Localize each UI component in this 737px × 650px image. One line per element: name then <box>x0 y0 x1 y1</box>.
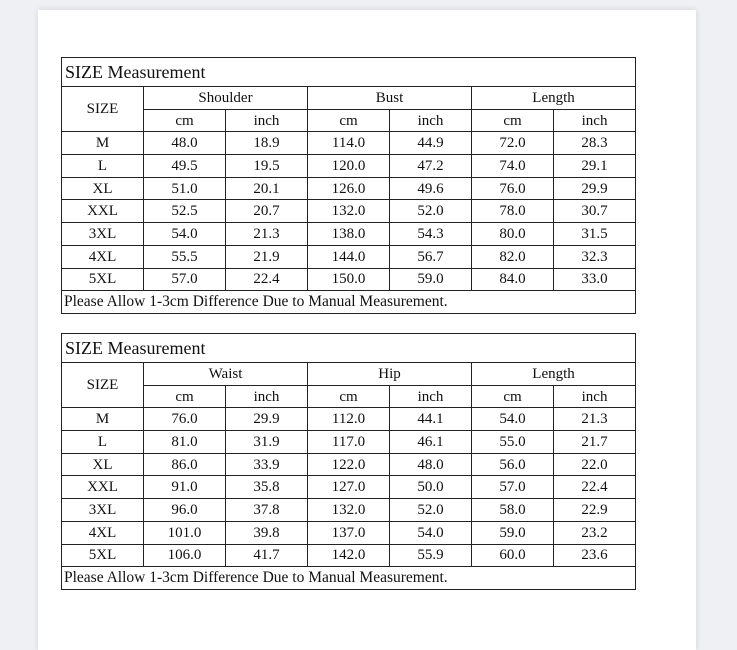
measurement-cell: 117.0 <box>308 431 390 454</box>
measurement-cell: 21.3 <box>226 223 308 246</box>
unit-header: cm <box>308 109 390 132</box>
measurement-cell: 47.2 <box>390 155 472 178</box>
measurement-cell: 20.7 <box>226 200 308 223</box>
measurement-cell: 56.0 <box>472 453 554 476</box>
table-row <box>62 245 636 268</box>
measurement-group-header: Length <box>472 87 636 110</box>
unit-header: cm <box>472 109 554 132</box>
size-label-cell: 5XL <box>62 544 144 567</box>
measurement-cell: 44.9 <box>390 132 472 155</box>
measurement-cell: 21.9 <box>226 245 308 268</box>
measurement-cell: 120.0 <box>308 155 390 178</box>
table-row <box>62 544 636 567</box>
measurement-cell: 76.0 <box>472 177 554 200</box>
title-row <box>62 58 636 87</box>
size-column-header: SIZE <box>62 87 144 132</box>
measurement-cell: 60.0 <box>472 544 554 567</box>
measurement-note: Please Allow 1-3cm Difference Due to Manual Measurement. <box>62 291 636 314</box>
unit-header: inch <box>390 109 472 132</box>
measurement-cell: 55.9 <box>390 544 472 567</box>
measurement-cell: 22.9 <box>554 499 636 522</box>
unit-header: cm <box>472 385 554 408</box>
title-row <box>62 334 636 363</box>
measurement-cell: 33.9 <box>226 453 308 476</box>
measurement-cell: 23.6 <box>554 544 636 567</box>
measurement-cell: 37.8 <box>226 499 308 522</box>
measurement-cell: 114.0 <box>308 132 390 155</box>
measurement-cell: 20.1 <box>226 177 308 200</box>
measurement-cell: 54.0 <box>390 521 472 544</box>
unit-header: cm <box>308 385 390 408</box>
measurement-cell: 29.9 <box>554 177 636 200</box>
measurement-cell: 106.0 <box>144 544 226 567</box>
unit-header: inch <box>226 385 308 408</box>
measurement-cell: 28.3 <box>554 132 636 155</box>
measurement-cell: 50.0 <box>390 476 472 499</box>
size-label-cell: M <box>62 132 144 155</box>
table-row <box>62 155 636 178</box>
table-title: SIZE Measurement <box>62 334 636 363</box>
size-label-cell: XXL <box>62 200 144 223</box>
note-row <box>62 291 636 314</box>
size-label-cell: XL <box>62 177 144 200</box>
measurement-cell: 80.0 <box>472 223 554 246</box>
measurement-cell: 138.0 <box>308 223 390 246</box>
measurement-cell: 51.0 <box>144 177 226 200</box>
measurement-cell: 33.0 <box>554 268 636 291</box>
table-row <box>62 223 636 246</box>
measurement-group-header: Hip <box>308 363 472 386</box>
size-column-header: SIZE <box>62 363 144 408</box>
size-label-cell: L <box>62 431 144 454</box>
size-table-bottom <box>61 333 636 590</box>
unit-header-row <box>62 109 636 132</box>
table-row <box>62 453 636 476</box>
measurement-cell: 57.0 <box>472 476 554 499</box>
size-label-cell: 4XL <box>62 245 144 268</box>
measurement-group-header: Bust <box>308 87 472 110</box>
measurement-group-header: Waist <box>144 363 308 386</box>
measurement-cell: 58.0 <box>472 499 554 522</box>
table-title: SIZE Measurement <box>62 58 636 87</box>
measurement-cell: 76.0 <box>144 408 226 431</box>
measurement-cell: 59.0 <box>390 268 472 291</box>
size-label-cell: L <box>62 155 144 178</box>
measurement-cell: 22.4 <box>226 268 308 291</box>
measurement-cell: 21.3 <box>554 408 636 431</box>
note-row <box>62 567 636 590</box>
measurement-group-header: Shoulder <box>144 87 308 110</box>
table-row <box>62 200 636 223</box>
measurement-cell: 101.0 <box>144 521 226 544</box>
measurement-group-header: Length <box>472 363 636 386</box>
size-label-cell: XXL <box>62 476 144 499</box>
measurement-cell: 127.0 <box>308 476 390 499</box>
unit-header: inch <box>390 385 472 408</box>
measurement-cell: 126.0 <box>308 177 390 200</box>
unit-header-row <box>62 385 636 408</box>
measurement-cell: 78.0 <box>472 200 554 223</box>
measurement-cell: 74.0 <box>472 155 554 178</box>
unit-header: cm <box>144 385 226 408</box>
measurement-cell: 35.8 <box>226 476 308 499</box>
size-label-cell: XL <box>62 453 144 476</box>
measurement-cell: 54.3 <box>390 223 472 246</box>
measurement-cell: 23.2 <box>554 521 636 544</box>
measurement-cell: 22.0 <box>554 453 636 476</box>
measurement-cell: 132.0 <box>308 499 390 522</box>
measurement-cell: 55.5 <box>144 245 226 268</box>
table-row <box>62 132 636 155</box>
measurement-note: Please Allow 1-3cm Difference Due to Manual Measurement. <box>62 567 636 590</box>
measurement-cell: 122.0 <box>308 453 390 476</box>
table-row <box>62 521 636 544</box>
table-row <box>62 268 636 291</box>
size-label-cell: 3XL <box>62 223 144 246</box>
measurement-cell: 46.1 <box>390 431 472 454</box>
measurement-cell: 52.5 <box>144 200 226 223</box>
unit-header: inch <box>554 385 636 408</box>
measurement-cell: 29.1 <box>554 155 636 178</box>
measurement-cell: 72.0 <box>472 132 554 155</box>
group-header-row <box>62 87 636 110</box>
table-row <box>62 499 636 522</box>
measurement-cell: 54.0 <box>472 408 554 431</box>
measurement-cell: 44.1 <box>390 408 472 431</box>
measurement-cell: 49.6 <box>390 177 472 200</box>
measurement-cell: 39.8 <box>226 521 308 544</box>
size-label-cell: 4XL <box>62 521 144 544</box>
table-row <box>62 476 636 499</box>
measurement-cell: 31.9 <box>226 431 308 454</box>
measurement-cell: 22.4 <box>554 476 636 499</box>
measurement-cell: 82.0 <box>472 245 554 268</box>
measurement-cell: 142.0 <box>308 544 390 567</box>
measurement-cell: 57.0 <box>144 268 226 291</box>
table-row <box>62 408 636 431</box>
measurement-cell: 29.9 <box>226 408 308 431</box>
table-row <box>62 431 636 454</box>
measurement-cell: 132.0 <box>308 200 390 223</box>
measurement-cell: 96.0 <box>144 499 226 522</box>
measurement-cell: 31.5 <box>554 223 636 246</box>
measurement-cell: 48.0 <box>144 132 226 155</box>
measurement-cell: 18.9 <box>226 132 308 155</box>
measurement-cell: 84.0 <box>472 268 554 291</box>
measurement-cell: 48.0 <box>390 453 472 476</box>
measurement-cell: 91.0 <box>144 476 226 499</box>
measurement-cell: 112.0 <box>308 408 390 431</box>
group-header-row <box>62 363 636 386</box>
unit-header: inch <box>554 109 636 132</box>
measurement-cell: 52.0 <box>390 200 472 223</box>
measurement-cell: 52.0 <box>390 499 472 522</box>
measurement-cell: 41.7 <box>226 544 308 567</box>
measurement-cell: 49.5 <box>144 155 226 178</box>
size-label-cell: M <box>62 408 144 431</box>
measurement-cell: 150.0 <box>308 268 390 291</box>
measurement-cell: 144.0 <box>308 245 390 268</box>
measurement-cell: 81.0 <box>144 431 226 454</box>
unit-header: inch <box>226 109 308 132</box>
unit-header: cm <box>144 109 226 132</box>
size-label-cell: 3XL <box>62 499 144 522</box>
measurement-cell: 54.0 <box>144 223 226 246</box>
measurement-cell: 137.0 <box>308 521 390 544</box>
measurement-cell: 55.0 <box>472 431 554 454</box>
measurement-cell: 32.3 <box>554 245 636 268</box>
measurement-cell: 30.7 <box>554 200 636 223</box>
measurement-cell: 19.5 <box>226 155 308 178</box>
measurement-cell: 86.0 <box>144 453 226 476</box>
measurement-cell: 56.7 <box>390 245 472 268</box>
size-table-top <box>61 57 636 314</box>
measurement-cell: 21.7 <box>554 431 636 454</box>
size-label-cell: 5XL <box>62 268 144 291</box>
table-row <box>62 177 636 200</box>
measurement-cell: 59.0 <box>472 521 554 544</box>
